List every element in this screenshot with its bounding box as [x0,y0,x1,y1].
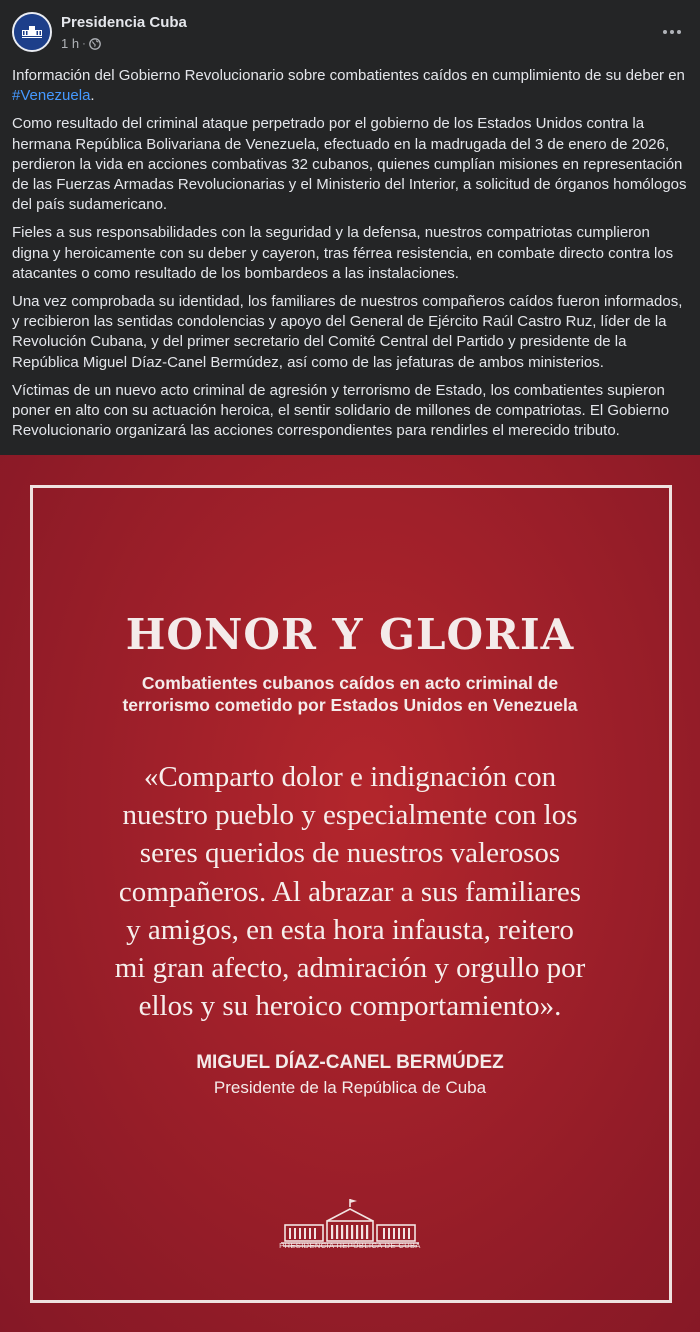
post-caption [12,66,690,449]
logo-caption: PRESIDENCIA REPÚBLICA DE CUBA [279,1241,421,1250]
post-timestamp[interactable]: 1 h [61,36,80,51]
graphic-title: HONOR Y GLORIA [125,610,575,659]
caption-paragraph-5: Víctimas de un nuevo acto criminal de agresión y terrorismo de Estado, los combatientes supieron poner en alto con su actuación heroica, el sentir solidario de millones de compatriotas. El Gobierno Revolucionario organizará las acciones correspondientes para rendirles el merecido tributo. [12,381,670,440]
quote-author: MIGUEL DÍAZ-CANEL BERMÚDEZ [196,1052,504,1073]
more-horizontal-icon [662,29,682,35]
meta-separator: · [82,37,86,50]
subtitle-line: terrorismo cometido por Estados Unidos en Venezuela [122,695,578,715]
quote-line: seres queridos de nuestros valerosos [139,837,561,870]
globe-icon[interactable] [89,38,101,50]
quote-line: y amigos, en esta hora infausta, reitero [126,913,574,946]
hashtag-venezuela-link[interactable]: #Venezuela [12,87,91,105]
post-header [0,0,700,62]
caption-paragraph-3: Fieles a sus responsabilidades con la seguridad y la defensa, nuestros compatriotas cumplieron digna y heroicamente con su deber y cayeron, tras férrea resistencia, en combate directo contra los atacantes o como resultado de los bombardeos a las instalaciones. [12,224,674,282]
caption-text: Información del Gobierno Revolucionario sobre combatientes caídos en cumplimiento de su deber en [12,67,685,84]
caption-paragraph-1 [12,66,690,106]
quote-line: mi gran afecto, admiración y orgullo por [114,952,586,985]
quote-line: nuestro pueblo y especialmente con los [122,799,578,832]
quote-line: compañeros. Al abrazar a sus familiares [118,875,582,908]
caption-paragraph-4: Una vez comprobada su identidad, los familiares de nuestros compañeros caídos fueron informados, y recibieron las sentidas condolencias y apoyo del General de Ejército Raúl Castro Ruz, líder de la Revolución Cubana, y del primer secretario del Comité Central del Partido y presidente de la República Miguel Díaz-Canel Bermúdez, así como de las jefaturas de ambos ministerios. [12,293,683,371]
graphic-quote [50,758,650,1025]
caption-paragraph-2: Como resultado del criminal ataque perpetrado por el gobierno de los Estados Unidos contra la hermana República Bolivariana de Venezuela, efectuado en la madrugada del 3 de enero de 2026, perdieron la vida en acciones combativas 32 cubanos, quienes cumplían misiones en representación de las Fuerzas Armadas Revolucionarias y el Ministerio del Interior, a solicitud de órganos homólogos del país sudamericano. [12,115,687,214]
presidencia-logo-icon [14,14,50,50]
subtitle-line: Combatientes cubanos caídos en acto criminal de [141,673,559,693]
quote-line: ellos y su heroico comportamiento». [138,990,562,1023]
caption-period: . [90,87,95,105]
post-image[interactable] [0,455,700,1332]
page-avatar[interactable] [12,12,52,52]
page-name-link[interactable]: Presidencia Cuba [61,14,187,31]
more-options-button[interactable] [658,18,686,46]
post-meta [61,36,101,51]
graphic-subtitle [0,672,700,716]
quote-line: «Comparto dolor e indignación con [143,761,557,793]
quote-author-role: Presidente de la República de Cuba [213,1078,487,1097]
